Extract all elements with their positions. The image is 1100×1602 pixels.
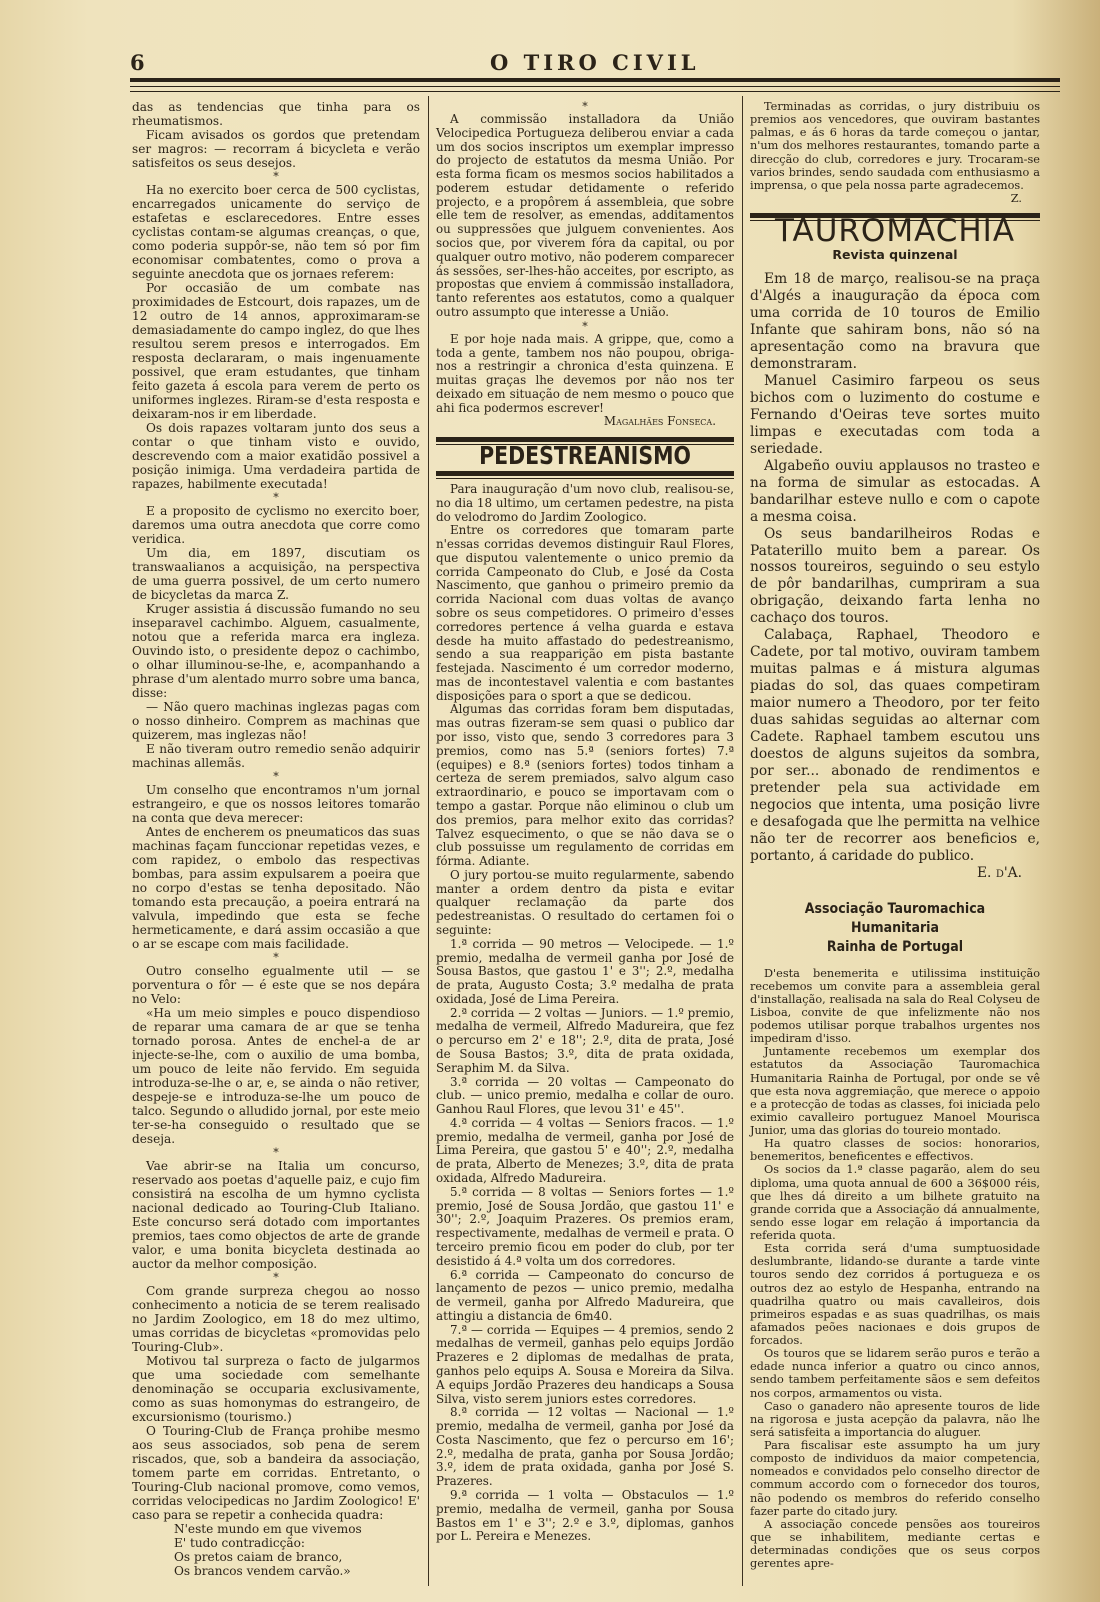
section-star: *	[273, 951, 279, 964]
section-star: *	[273, 770, 279, 783]
paragraph: Outro conselho egualmente util — se porventura o fôr — é este que se nos depára no Velo:	[132, 964, 420, 1006]
paragraph: Caso o ganadero não apresente touros de lide na rigorosa e justa acepção da palavra, não lhe será satisfeita a importancia do aluguer.	[750, 1399, 1040, 1439]
paragraph: Antes de encherem os pneumaticos das suas machinas façam funccionar repetidas vezes, e com rapidez, o embolo das respectivas bombas, para assim expulsarem a poeira que no corpo d'estas se tenha depositado. Não tomando esta precaução, a poeira entrará na valvula, impedindo que esta se feche hermeticamente, e dará assim occasião a que o ar se escape com mais facilidade.	[132, 825, 420, 951]
association-heading-line1: Associação Tauromachica Humanitaria	[804, 900, 986, 936]
paragraph: E por hoje nada mais. A grippe, que, como a toda a gente, tambem nos não poupou, obriga-nos a restringir a chronica d'esta quinzena. E muitas graças lhe devemos por não nos ter deixado em situação de nem mesmo o pouco que ahi fica podermos escrever!	[436, 331, 734, 415]
header-rule-thin-2	[130, 91, 1060, 92]
paragraph: Calabaça, Raphael, Theodoro e Cadete, por tal motivo, ouviram tambem muitas palmas e á mistura algumas piadas do sol, das quaes competiram maior numero a Theodoro, por ter feito duas sahidas seguidas ao alternar com Cadete. Raphael tambem escutou uns doestos de alguns sujeitos da sombra, por ser... abonado de rendimentos e pretender pela sua actividade em negocios que intenta, uma posição livre e desafogada que lhe permitta na velhice não ter de recorrer aos beneficios e, portanto, á caridade do publico.	[750, 627, 1040, 864]
paragraph: 3.ª corrida — 20 voltas — Campeonato do club. — unico premio, medalha e collar de ouro. Ganhou Raul Flores, que levou 31' e 45''.	[436, 1074, 734, 1117]
section-star: *	[273, 1271, 279, 1284]
verse-line: N'este mundo em que vivemos	[174, 1522, 362, 1536]
paragraph: 7.ª — corrida — Equipes — 4 premios, sendo 2 medalhas de vermeil, ganhas pelo equips Jordão Prazeres e 2 diplomas de medalhas de prata, ganhos pelo equips A. Sousa e Moreira da Silva. A equips Jordão Prazeres deu handicaps a Sousa Silva, visto serem juniors estes corredores.	[436, 1322, 734, 1406]
paragraph: Algabeño ouviu applausos no trasteo e na forma de simular as estocadas. A bandarilhar esteve nullo e com o capote a mesma coisa.	[750, 457, 1040, 525]
signature: Z.	[1010, 191, 1022, 205]
paragraph: Para inauguração d'um novo club, realisou-se, no dia 18 ultimo, um certamen pedestre, na pista do velodromo do Jardim Zoologico.	[436, 481, 734, 524]
section-star: *	[273, 170, 279, 183]
paragraph: Terminadas as corridas, o jury distribuiu os premios aos vencedores, que ouviram bastantes palmas, e ás 6 horas da tarde começou o jantar, n'um dos melhores restaurantes, tomando parte a direcção do club, corredores e jury. Trocaram-se varios brindes, sendo saudada com enthusiasmo a imprensa, o que pela nossa parte agradecemos.	[750, 100, 1040, 192]
paragraph: 2.ª corrida — 2 voltas — Juniors. — 1.º premio, medalha de vermeil, Alfredo Madureira, que fez o percurso em 2' e 18''; 2.º, dita de prata, José de Sousa Bastos; 3.º, dita de prata oxidada, Seraphim M. da Silva.	[436, 1005, 734, 1075]
paragraph: A commissão installadora da União Velocipedica Portugueza deliberou enviar a cada um dos socios inscriptos um exemplar impresso do projecto de estatutos da mesma União. Por esta forma ficam os mesmos socios habilitados a poderem estudar detidamente o referido projecto, e a propôrem á assembleia, que sobre elle tem de resolver, as emendas, additamentos ou suppressões que julguem convenientes. Aos socios que, por viverem fóra da capital, ou por qualquer outro motivo, não poderem comparecer ás sessões, ser-lhes-hão acceites, por escripto, as propostas que enviem á commissão installadora, tanto referentes aos estatutos, como a qualquer outro assumpto que interesse a União.	[436, 112, 734, 319]
paragraph: das as tendencias que tinha para os rheumatismos.	[132, 100, 420, 128]
paragraph: 1.ª corrida — 90 metros — Velocipede. — 1.º premio, medalha de vermeil ganha por José de Sousa Bastos, que gastou 1' e 3''; 2.º, medalha de prata, Augusto Costa; 3.º medalha de prata oxidada, José de Lima Pereira.	[436, 936, 734, 1006]
paragraph: 6.ª corrida — Campeonato do concurso de lançamento de pezos — unico premio, medalha de vermeil, ganha por Alfredo Madureira, que attingiu a distancia de 6m40.	[436, 1267, 734, 1323]
paragraph: 8.ª corrida — 12 voltas — Nacional — 1.º premio, medalha de vermeil, ganha por José da Costa Nascimento, que fez o percurso em 16'; 2.º, medalha de prata, ganha por Sousa Jordão; 3.º, idem de prata oxidada, ganha por José S. Prazeres.	[436, 1405, 734, 1489]
paragraph: Entre os corredores que tomaram parte n'essas corridas devemos distinguir Raul Flores, que disputou valentemente o unico premio da corrida Campeonato do Club, e José da Costa Nascimento, que ganhou o primeiro premio da corrida Nacional com duas voltas de avanço sobre os seus competidores. O primeiro d'esses corredores pertence á velha guarda e estava desde ha muito affastado do pedestreanismo, sendo a sua reapparição em pista bastante festejada. Nascimento é um corredor moderno, mas de incontestavel valentia e com bastantes disposições para o sport a que se dedicou.	[436, 523, 734, 703]
column-divider	[742, 96, 743, 1586]
verse-line: Os brancos vendem carvão.»	[174, 1564, 351, 1578]
paragraph: Vae abrir-se na Italia um concurso, reservado aos poetas d'aquelle paiz, e cujo fim consistirá na escolha de um hymno cyclista nacional dedicado ao Touring-Club Italiano. Este concurso será dotado com importantes premios, taes como objectos de arte de grande valor, e uma bonita bicycleta destinada ao auctor da melhor composição.	[132, 1159, 420, 1271]
paragraph: Para fiscalisar este assumpto ha um jury composto de individuos da maior competencia, nomeados e convidados pelo conselho director de commum accordo com o fornecedor dos touros, não podendo os membros do referido conselho fazer parte do citado jury.	[750, 1439, 1040, 1518]
paragraph: Motivou tal surpreza o facto de julgarmos que uma sociedade com semelhante denominação se occuparia exclusivamente, como as suas homonymas do estrangeiro, de excursionismo (tourismo.)	[132, 1354, 420, 1424]
masthead-title: O TIRO CIVIL	[490, 50, 700, 75]
paragraph: Manuel Casimiro farpeou os seus bichos com o luzimento do costume e Fernando d'Oeiras teve sortes muito limpas e executadas com toda a seriedade.	[750, 372, 1040, 457]
paragraph: 5.ª corrida — 8 voltas — Seniors fortes — 1.º premio, José de Sousa Jordão, que gastou 11' e 30''; 2.º, Joaquim Prazeres. Os premios eram, respectivamente, medalhas de vermeil e prata. O terceiro premio ficou em poder do club, por ter desistido á 4.ª volta um dos corredores.	[436, 1184, 734, 1268]
paragraph: Os seus bandarilheiros Rodas e Pataterillo muito bem a parear. Os nossos toureiros, seguindo o seu estylo de pôr bandarilhas, cumpriram a sua obrigação, deixando farta lenha no cachaço dos touros.	[750, 525, 1040, 627]
page-number: 6	[130, 50, 145, 75]
association-heading-line2: Rainha de Portugal	[826, 938, 964, 955]
paragraph: O Touring-Club de França prohibe mesmo aos seus associados, sob pena de serem riscados, que, sob a bandeira da associação, tomem parte em corridas. Entretanto, o Touring-Club nacional promove, como vemos, corridas velocipedicas no Jardim Zoologico! E' caso para se repetir a conhecida quadra:	[132, 1424, 420, 1522]
tauromachia-subtitle: Revista quinzenal	[832, 247, 958, 263]
section-star: *	[273, 1146, 279, 1159]
section-star: *	[582, 100, 588, 113]
paragraph: E não tiveram outro remedio senão adquirir machinas allemãs.	[132, 742, 420, 770]
paragraph: O jury portou-se muito regularmente, sabendo manter a ordem dentro da pista e evitar qualquer reclamação da parte dos pedestreanistas. O resultado do certamen foi o seguinte:	[436, 867, 734, 937]
paragraph: — Não quero machinas inglezas pagas com o nosso dinheiro. Comprem as machinas que quizerem, mas inglezas não!	[132, 700, 420, 742]
paragraph: Em 18 de março, realisou-se na praça d'Algés a inauguração da época com uma corrida de 10 touros de Emilio Infante que sahiram bons, não só na apresentação como na bravura que demonstraram.	[750, 271, 1040, 373]
paragraph: Esta corrida será d'uma sumptuosidade deslumbrante, lidando-se durante a tarde vinte touros sendo dez corridos á portugueza e os outros dez ao estylo de Hespanha, entrando na quadrilha quatro ou mais cavalleiros, dois primeiros espadas e as suas quadrilhas, os mais afamados peões nacionaes e dois grupos de forcados.	[750, 1242, 1040, 1348]
paragraph: Os dois rapazes voltaram junto dos seus a contar o que tinham visto e ouvido, descrevendo com a maior exatidão possivel a posição inimiga. Uma verdadeira partida de rapazes, habilmente executada!	[132, 421, 420, 491]
paragraph: E a proposito de cyclismo no exercito boer, daremos uma outra anecdota que corre como veridica.	[132, 504, 420, 546]
header-rule-thick	[130, 78, 1060, 82]
paragraph: Os socios da 1.ª classe pagarão, alem do seu diploma, uma quota annual de 600 a 36$000 réis, que lhes dá direito a um bilhete gratuito na grande corrida que a Associação dá annualmente, sendo esse logar em relação á importancia da referida quota.	[750, 1163, 1040, 1243]
association-article	[750, 967, 1040, 1571]
tauromachia-heading: TAUROMACHIA	[774, 213, 1016, 249]
paragraph: Ha no exercito boer cerca de 500 cyclistas, encarregados unicamente do serviço de estafetas e esclarecedores. Entre esses cyclistas contam-se algumas creanças, o que, como poderia suppôr-se, não tem só por fim economisar combatentes, como o prova a seguinte anecdota que os jornaes referem:	[132, 183, 420, 281]
section-heading: PEDESTREANISMO	[479, 441, 691, 471]
paragraph: Um dia, em 1897, discutiam os transwaalianos a acquisição, na perspectiva de uma guerra possivel, de um certo numero de bicycletas da marca Z.	[132, 546, 420, 602]
column-divider	[428, 96, 429, 1586]
tauromachia-article	[750, 271, 1040, 881]
paragraph: Um conselho que encontramos n'um jornal estrangeiro, e que os nossos leitores tomarão na conta que deva merecer:	[132, 783, 420, 825]
column-1	[132, 100, 420, 1578]
paragraph: 4.ª corrida — 4 voltas — Seniors fracos. — 1.º premio, medalha de vermeil, ganha por José de Lima Pereira, que gastou 5' e 40''; 2.º, medalha de prata, Alberto de Menezes; 3.º, dita de prata oxidada, Alfredo Madureira.	[436, 1115, 734, 1186]
column-2	[436, 100, 734, 1544]
signature: E. d'A.	[976, 864, 1022, 881]
paragraph: Por occasião de um combate nas proximidades de Estcourt, dois rapazes, um de 12 outro de 14 annos, approximaram-se demasiadamente do campo inglez, do que lhes resultou serem presos e interrogados. Em resposta declararam, o mais ingenuamente possivel, que eram estudantes, que tinham feito gazeta á escola para verem de perto os uniformes inglezes. Riram-se d'esta resposta e deixaram-nos ir em liberdade.	[132, 281, 420, 421]
paragraph: A associação concede pensões aos toureiros que se inhabilitem, mediante certas e determinadas condições que os seus corpos gerentes apre-	[750, 1517, 1040, 1571]
paragraph: 9.ª corrida — 1 volta — Obstaculos — 1.º premio, medalha de vermeil, ganha por Sousa Bastos em 1' e 3''; 2.º e 3.º, diplomas, ganhos por L. Pereira e Menezes.	[436, 1488, 734, 1544]
pedestreanismo-conclusion	[750, 100, 1040, 205]
paragraph: Ficam avisados os gordos que pretendam ser magros: — recorram á bicycleta e verão satisfeitos os seus desejos.	[132, 128, 420, 170]
paragraph: Algumas das corridas foram bem disputadas, mas outras fizeram-se sem quasi o publico dar por isso, visto que, sendo 3 corredores para 3 premios, como nas 5.ª (seniors fortes) 7.ª (equipes) e 8.ª (seniors fortes) todos tinham a certeza de serem premiados, salvo algum caso extraordinario, e pouco se importavam com o tempo a gastar. Porque não eliminou o club um dos premios, para melhor exito das corridas? Talvez esquecimento, o que se não dava se o club possuisse um regulamento de corridas em fórma. Adiante.	[436, 702, 734, 869]
paragraph: Juntamente recebemos um exemplar dos estatutos da Associação Tauromachica Humanitaria Rainha de Portugal, por onde se vê que esta nova aggremiação, que merece o appoio e a protecção de todas as classes, foi iniciada pelo eximio cavalleiro portuguez Manoel Mourisca Junior, uma das glorias do toureio montado.	[750, 1045, 1040, 1138]
column-3	[750, 100, 1040, 1570]
section-divider	[436, 471, 734, 479]
section-star: *	[582, 319, 588, 333]
paragraph: D'esta benemerita e utilissima instituição recebemos um convite para a assembleia geral d'installação, realisada na sala do Real Colyseu de Lisboa, convite de que infelizmente não nos podemos utilisar porque trabalhos urgentes nos impediram d'isso.	[750, 966, 1040, 1046]
section-star: *	[273, 491, 279, 504]
paragraph: Kruger assistia á discussão fumando no seu inseparavel cachimbo. Alguem, casualmente, notou que a referida marca era ingleza. Ouvindo isto, o presidente depoz o cachimbo, o olhar illuminou-se-lhe, e, acompanhando a phrase d'um alentado murro sobre uma banca, disse:	[132, 602, 420, 700]
paragraph: Ha quatro classes de socios: honorarios, benemeritos, beneficentes e effectivos.	[750, 1137, 1040, 1164]
signature: Magalhães Fonseca.	[603, 414, 716, 429]
paragraph: Com grande surpreza chegou ao nosso conhecimento a noticia de se terem realisado no Jardim Zoologico, em 18 do mez ultimo, umas corridas de bicycletas «promovidas pelo Touring-Club».	[132, 1284, 420, 1354]
verse-line: E' tudo contradicção:	[174, 1536, 305, 1550]
paragraph: Os touros que se lidarem serão puros e terão a edade nunca inferior a quatro ou cinco annos, sendo tambem perfeitamente sãos e sem defeitos nos corpos, armamentos ou vista.	[750, 1347, 1040, 1400]
association-heading	[765, 900, 1026, 957]
paragraph: «Ha um meio simples e pouco dispendioso de reparar uma camara de ar que se tenha tornado porosa. Antes de enchel-a de ar injecte-se-lhe, com o auxilio de uma bomba, um pouco de leite não fervido. Em seguida introduza-se-lhe o ar, e, se ainda o não retiver, despeje-se e introduza-se-lhe um pouco de talco. Segundo o alludido jornal, por este meio ter-se-ha conseguido o resultado que se deseja.	[132, 1006, 420, 1146]
verse-line: Os pretos caiam de branco,	[174, 1550, 343, 1564]
header-rule-thin	[130, 86, 1060, 87]
